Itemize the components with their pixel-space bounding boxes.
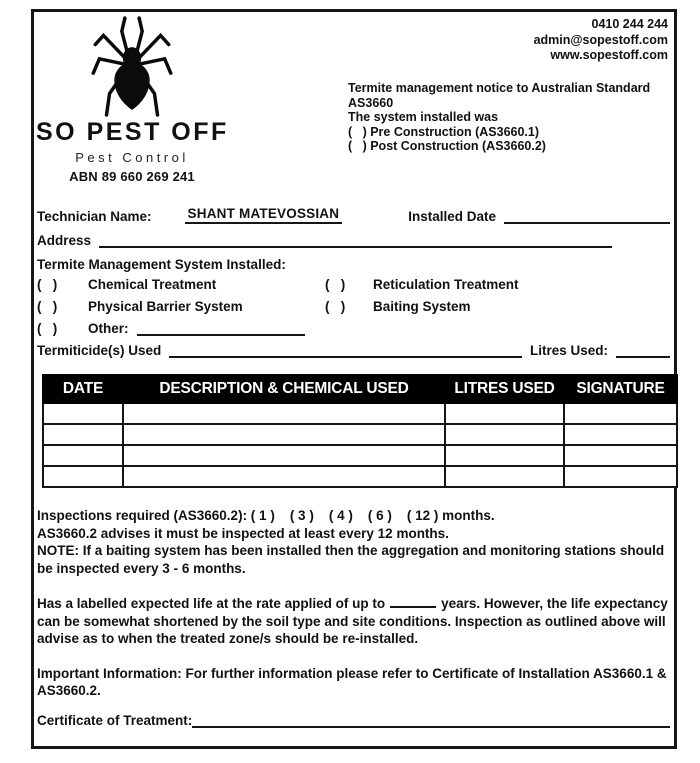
column-header-description: DESCRIPTION & CHEMICAL USED xyxy=(123,375,445,403)
company-name: SO PEST OFF xyxy=(36,118,229,146)
checkbox-marker: ( ) xyxy=(37,299,58,314)
column-header-date: DATE xyxy=(43,375,123,403)
table-cell xyxy=(123,445,445,466)
note-baiting-line: NOTE: If a baiting system has been installed then the aggregation and monitoring stations should be inspected every 3 - 6 months. xyxy=(37,543,665,576)
notice-option-pre-construction xyxy=(348,125,650,140)
notice-block xyxy=(348,81,650,154)
address-row xyxy=(37,233,670,248)
litres-used-label: Litres Used: xyxy=(529,343,608,358)
termiticide-row xyxy=(37,343,670,358)
table-row xyxy=(43,445,677,466)
certificate-row xyxy=(37,713,670,728)
certificate-blank xyxy=(192,713,670,728)
table-header-row xyxy=(43,375,677,403)
checkbox-marker: ( ) xyxy=(325,277,346,292)
notice-title-line1: Termite management notice to Australian Standard xyxy=(348,81,651,95)
option-label-reticulation-treatment: Reticulation Treatment xyxy=(373,277,519,292)
form-content xyxy=(37,196,670,728)
checkbox-marker: ( ) xyxy=(325,299,346,314)
expected-life-years-blank xyxy=(390,595,436,608)
expected-life-after: years. However, the life expectancy can be somewhat shortened by the soil type and site conditions. Inspection as outlined above will advise as to when the treated zone/s should be re-installed. xyxy=(37,596,668,646)
option-other xyxy=(88,321,670,336)
table-cell xyxy=(123,424,445,445)
table-row xyxy=(43,466,677,487)
table-cell xyxy=(43,403,123,424)
address-label: Address xyxy=(37,233,92,248)
table-cell xyxy=(564,445,677,466)
form-border xyxy=(31,9,677,749)
advise-line: AS3660.2 advises it must be inspected at least every 12 months. xyxy=(37,525,449,541)
table-cell xyxy=(123,466,445,487)
table-row xyxy=(43,403,677,424)
expected-life-paragraph xyxy=(37,595,670,648)
notes-section xyxy=(37,507,670,700)
spider-icon xyxy=(91,15,173,117)
system-installed-heading: Termite Management System Installed: xyxy=(37,257,286,272)
installed-date-blank xyxy=(504,209,670,224)
litres-used-blank xyxy=(616,343,670,358)
notice-option-label: Pre Construction (AS3660.1) xyxy=(370,124,540,139)
checkbox-marker: ( ) xyxy=(37,277,58,292)
company-tagline: Pest Control xyxy=(75,150,189,165)
address-blank xyxy=(99,233,612,248)
inspections-required-line: Inspections required (AS3660.2): ( 1 ) ( 3 ) ( 4 ) ( 6 ) ( 12 ) months. xyxy=(37,508,495,523)
technician-label: Technician Name: xyxy=(37,209,152,224)
notice-option-post-construction xyxy=(348,139,650,154)
contact-website: www.sopestoff.com xyxy=(550,48,668,62)
installed-date-label: Installed Date xyxy=(408,209,496,224)
treatments-table xyxy=(42,374,678,488)
contact-email: admin@sopestoff.com xyxy=(533,32,668,47)
table-cell xyxy=(445,445,564,466)
technician-row xyxy=(37,206,670,224)
contact-phone: 0410 244 244 xyxy=(591,17,668,31)
table-cell xyxy=(564,403,677,424)
other-blank xyxy=(137,321,305,336)
column-header-litres: LITRES USED xyxy=(445,375,564,403)
table-cell xyxy=(123,403,445,424)
table-cell xyxy=(445,403,564,424)
termiticide-label: Termiticide(s) Used xyxy=(37,343,162,358)
notice-option-label: Post Construction (AS3660.2) xyxy=(370,139,546,153)
other-label: Other: xyxy=(88,321,129,336)
technician-name-value: SHANT MATEVOSSIAN xyxy=(185,206,343,224)
contact-block xyxy=(534,17,668,64)
certificate-of-treatment-label: Certificate of Treatment: xyxy=(37,712,193,728)
column-header-signature: SIGNATURE xyxy=(564,375,677,403)
table-cell xyxy=(445,466,564,487)
expected-life-before: Has a labelled expected life at the rate applied of up to xyxy=(37,596,386,611)
option-label-physical-barrier-system: Physical Barrier System xyxy=(88,299,243,314)
checkbox-marker: ( ) xyxy=(348,139,371,153)
table-row xyxy=(43,424,677,445)
table-cell xyxy=(445,424,564,445)
checkbox-marker: ( ) xyxy=(37,321,58,336)
notice-title-line2: AS3660 xyxy=(348,95,394,110)
option-label-chemical-treatment: Chemical Treatment xyxy=(88,277,217,292)
table-cell xyxy=(564,424,677,445)
table-cell xyxy=(43,445,123,466)
table-cell xyxy=(43,424,123,445)
checkbox-marker: ( ) xyxy=(348,124,371,139)
table-cell xyxy=(43,466,123,487)
system-options xyxy=(37,277,670,336)
table-cell xyxy=(564,466,677,487)
important-information-paragraph: Important Information: For further information please refer to Certificate of Installation AS3660.1 & AS3660.2. xyxy=(37,665,667,698)
termiticide-blank xyxy=(169,343,522,358)
company-abn: ABN 89 660 269 241 xyxy=(69,169,195,184)
notice-subtitle: The system installed was xyxy=(348,110,499,124)
option-label-baiting-system: Baiting System xyxy=(373,299,471,314)
logo-block xyxy=(36,13,228,184)
